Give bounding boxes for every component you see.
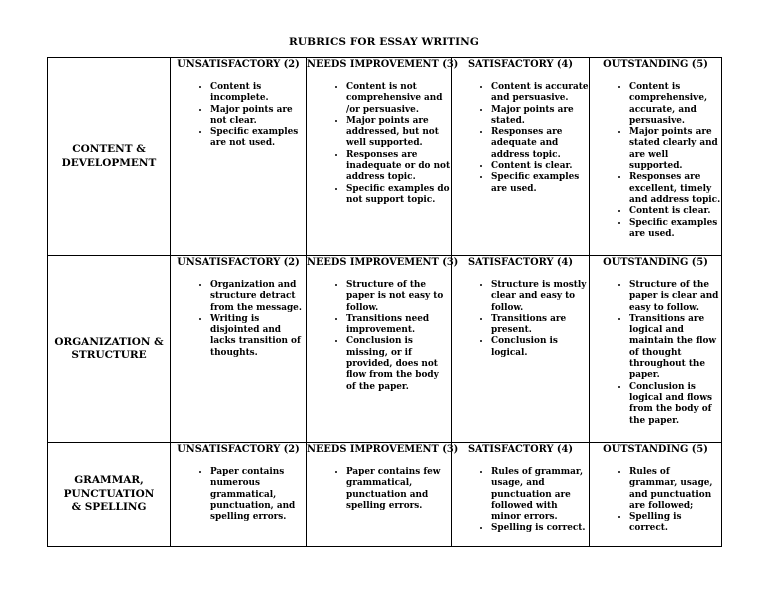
rating-cell xyxy=(307,58,459,256)
criteria-list-item: • Spelling is correct. xyxy=(491,523,589,534)
rubric-table xyxy=(47,57,722,547)
criteria-list xyxy=(452,467,589,535)
criterion-label-line: CONTENT & xyxy=(72,143,146,155)
criteria-list xyxy=(590,82,721,240)
rating-level-header: NEEDS IMPROVEMENT (3) xyxy=(307,257,459,268)
rating-level-header: SATISFACTORY (4) xyxy=(467,257,574,268)
criteria-list-item: • Specific examples are not used. xyxy=(210,127,306,150)
criteria-list-item: • Transitions are logical and maintain the flow of thought throughout the paper. xyxy=(629,314,721,382)
rating-cell xyxy=(307,256,459,443)
criteria-list-item: • Structure is mostly clear and easy to follow. xyxy=(491,280,589,314)
criteria-list-item: • Responses are inadequate or do not address topic. xyxy=(346,150,451,184)
rubric-row xyxy=(48,443,722,547)
rating-level-header: SATISFACTORY (4) xyxy=(467,59,574,70)
criteria-list-item: • Responses are adequate and address topic. xyxy=(491,127,589,161)
rating-level-header: OUTSTANDING (5) xyxy=(603,444,708,455)
rating-level-header: UNSATISFACTORY (2) xyxy=(177,59,300,70)
criteria-list-item: • Major points are stated. xyxy=(491,105,589,128)
rating-level-header: OUTSTANDING (5) xyxy=(603,257,708,268)
criterion-cell xyxy=(48,256,171,443)
criteria-list-item: • Writing is disjointed and lacks transition of thoughts. xyxy=(210,314,306,359)
criteria-list-item: • Major points are not clear. xyxy=(210,105,306,128)
criteria-list-item: • Major points are stated clearly and are well supported. xyxy=(629,127,721,172)
criteria-list-item: • Content is comprehensive, accurate, and persuasive. xyxy=(629,82,721,127)
rating-cell xyxy=(590,256,722,443)
criteria-list-item: • Rules of grammar, usage, and punctuation are followed with minor errors. xyxy=(491,467,589,523)
criteria-list-item: • Content is clear. xyxy=(491,161,589,172)
rating-cell xyxy=(171,58,307,256)
rating-cell xyxy=(452,256,590,443)
criteria-list-item: • Specific examples are used. xyxy=(629,218,721,241)
rating-cell xyxy=(171,256,307,443)
criteria-list-item: • Specific examples are used. xyxy=(491,172,589,195)
criteria-list-item: • Paper contains few grammatical, punctuation and spelling errors. xyxy=(346,467,451,512)
rating-level-header: UNSATISFACTORY (2) xyxy=(177,444,300,455)
page-title: RUBRICS FOR ESSAY WRITING xyxy=(289,36,479,48)
criteria-list-item: • Content is not comprehensive and /or persuasive. xyxy=(346,82,451,116)
criteria-list xyxy=(171,82,306,150)
rating-level-header: NEEDS IMPROVEMENT (3) xyxy=(307,59,459,70)
criteria-list xyxy=(452,82,589,195)
criteria-list-item: • Major points are addressed, but not well supported. xyxy=(346,116,451,150)
criteria-list xyxy=(452,280,589,359)
criteria-list-item: • Content is clear. xyxy=(629,206,721,217)
rating-level-header: SATISFACTORY (4) xyxy=(467,444,574,455)
criteria-list-item: • Rules of grammar, usage, and punctuation are followed; xyxy=(629,467,721,512)
rating-cell xyxy=(590,58,722,256)
rating-cell xyxy=(452,443,590,547)
criteria-list-item: • Spelling is correct. xyxy=(629,512,721,535)
rating-level-header: NEEDS IMPROVEMENT (3) xyxy=(307,444,459,455)
criterion-label-line: STRUCTURE xyxy=(71,349,147,361)
criterion-label-line: GRAMMAR, xyxy=(74,474,144,487)
rating-cell xyxy=(307,443,459,547)
criterion-cell xyxy=(48,443,171,547)
criteria-list-item: • Responses are excellent, timely and address topic. xyxy=(629,172,721,206)
criteria-list xyxy=(590,467,721,535)
criterion-label-line: ORGANIZATION & xyxy=(54,335,164,348)
criterion-cell xyxy=(48,58,171,256)
rating-level-header: UNSATISFACTORY (2) xyxy=(177,257,300,268)
rating-level-header: OUTSTANDING (5) xyxy=(603,59,708,70)
criteria-list-item: • Content is accurate and persuasive. xyxy=(491,82,589,105)
rating-cell xyxy=(452,58,590,256)
criterion-label-line: & SPELLING xyxy=(71,501,147,514)
criterion-label-line: PUNCTUATION xyxy=(63,487,155,500)
rating-cell xyxy=(590,443,722,547)
criteria-list-item: • Structure of the paper is not easy to follow. xyxy=(346,280,451,314)
rating-cell xyxy=(171,443,307,547)
criteria-list-item: • Specific examples do not support topic. xyxy=(346,184,451,207)
criterion-label-line: DEVELOPMENT xyxy=(61,156,157,169)
criteria-list-item: • Transitions are present. xyxy=(491,314,589,337)
criteria-list xyxy=(307,467,451,512)
criteria-list xyxy=(171,467,306,523)
rubric-row xyxy=(48,256,722,443)
criteria-list-item: • Conclusion is missing, or if provided, does not flow from the body of the paper. xyxy=(346,336,451,392)
criteria-list-item: • Structure of the paper is clear and easy to follow. xyxy=(629,280,721,314)
criteria-list-item: • Conclusion is logical. xyxy=(491,336,589,359)
criteria-list-item: • Content is incomplete. xyxy=(210,82,306,105)
criteria-list xyxy=(307,82,451,206)
criteria-list xyxy=(307,280,451,393)
rubric-row xyxy=(48,58,722,256)
criteria-list-item: • Conclusion is logical and flows from the body of the paper. xyxy=(629,382,721,427)
criteria-list-item: • Paper contains numerous grammatical, punctuation, and spelling errors. xyxy=(210,467,306,523)
criteria-list-item: • Transitions need improvement. xyxy=(346,314,451,337)
criteria-list xyxy=(590,280,721,427)
criteria-list-item: • Organization and structure detract from the message. xyxy=(210,280,306,314)
criteria-list xyxy=(171,280,306,359)
